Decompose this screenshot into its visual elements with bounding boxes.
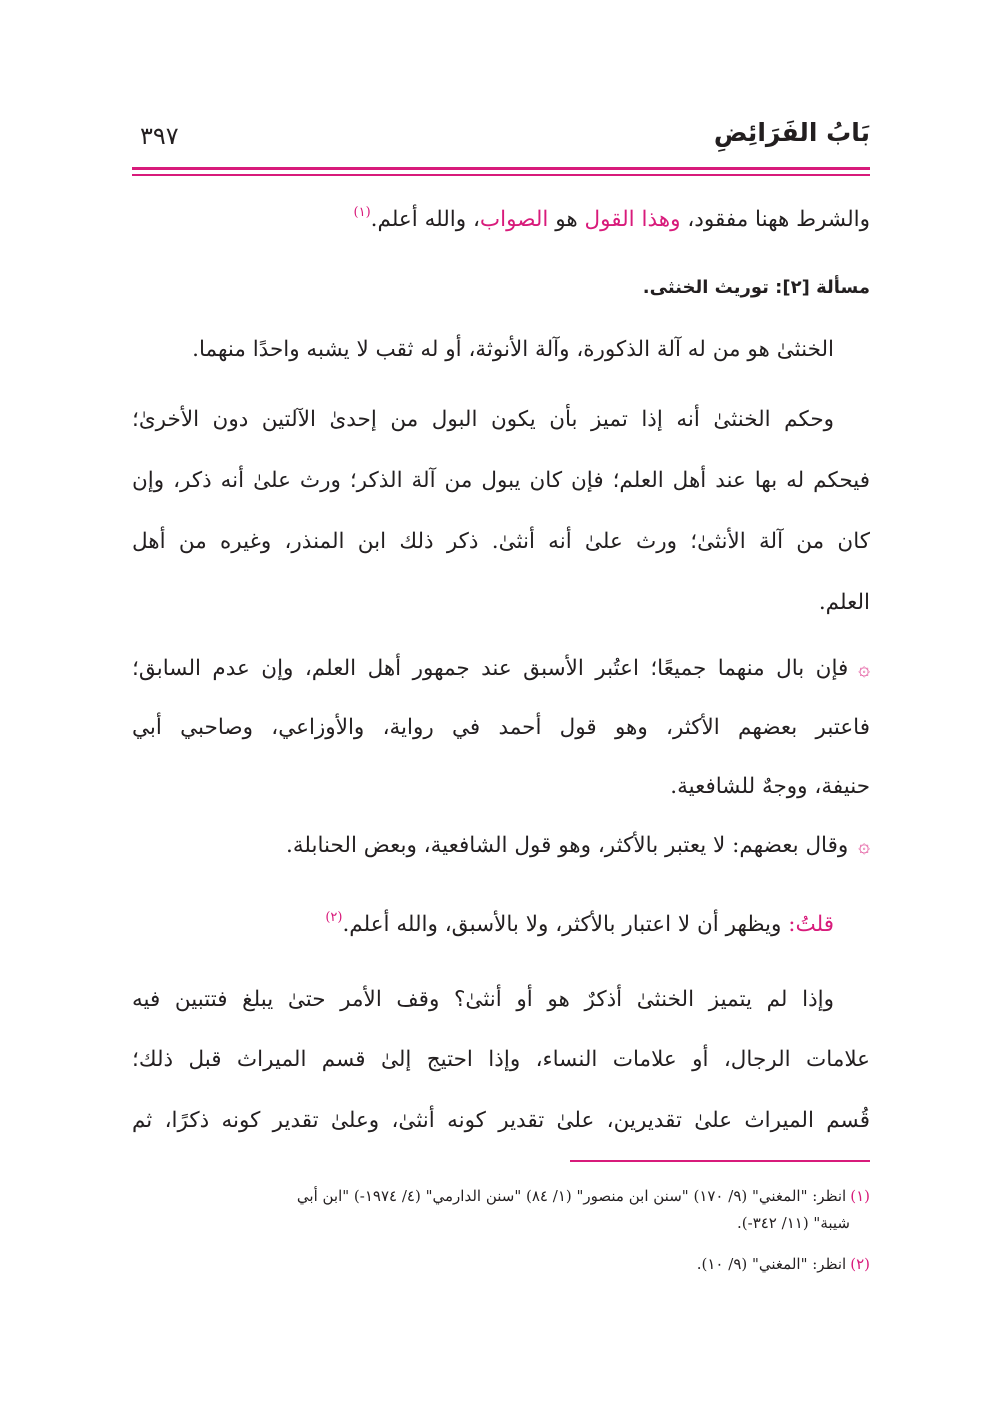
page-header bbox=[132, 118, 870, 158]
final-line: وإذا لم يتميز الخنثىٰ أذكرٌ هو أو أنثىٰ؟ وقف الأمر حتىٰ يبلغ فتتبين فيه bbox=[132, 987, 834, 1012]
ruling-line: كان من آلة الأنثىٰ؛ ورث علىٰ أنه أنثىٰ. ذكر ذلك ابن المنذر، وغيره من أهل bbox=[132, 529, 870, 554]
highlighted-word: الصواب bbox=[479, 207, 549, 232]
ruling-line: وحكم الخنثىٰ أنه إذا تميز بأن يكون البول من إحدىٰ الآلتين دون الأخرىٰ؛ bbox=[132, 407, 834, 432]
issue-heading bbox=[132, 272, 870, 303]
footnote-2: (٢)انظر: "المغني" (٩/ ١٠). bbox=[696, 1255, 870, 1273]
issue-label: مسألة [٢]: bbox=[775, 277, 870, 298]
qult-paragraph: قلتُ: ويظهر أن لا اعتبار بالأكثر، ولا بالأسبق، والله أعلم.$^{(٢)}$ bbox=[325, 910, 834, 937]
footnote-separator bbox=[570, 1160, 870, 1162]
footnote-marker[interactable]: (١) bbox=[353, 205, 371, 220]
issue-title: توريث الخنثى. bbox=[642, 277, 776, 298]
bullet-line: ۞فإن بال منهما جميعًا؛ اعتُبر الأسبق عند جمهور أهل العلم، وإن عدم السابق؛ bbox=[132, 656, 870, 681]
paragraph-line: والشرط ههنا مفقود، وهذا القول هو الصواب، والله أعلم.$^{(١)}$ bbox=[353, 205, 870, 232]
ruling-line: العلم. bbox=[818, 590, 870, 615]
final-line: علامات الرجال، أو علامات النساء، وإذا احتيج إلىٰ قسم الميراث قبل ذلك؛ bbox=[132, 1047, 870, 1072]
highlighted-phrase: وهذا القول bbox=[584, 207, 681, 232]
qult-label: قلتُ: bbox=[788, 912, 834, 937]
footnote-marker[interactable]: (٢) bbox=[325, 910, 343, 925]
footnote-number: (١) bbox=[850, 1187, 870, 1205]
footnote-1-cont: شيبة" (١١/ ٣٤٢-). bbox=[736, 1214, 850, 1232]
footnote-1: (١)انظر: "المغني" (٩/ ١٧٠) "سنن ابن منصور" (١/ ٨٤) "سنن الدارمي" (٤/ ١٩٧٤-) "ابن أبي bbox=[296, 1187, 870, 1205]
chapter-title: بَابُ الفَرَائِضِ bbox=[713, 118, 870, 147]
bullet-line: حنيفة، ووجهٌ للشافعية. bbox=[670, 774, 870, 799]
header-rule-thick bbox=[132, 167, 870, 170]
page-number: ٣٩٧ bbox=[140, 122, 179, 150]
ruling-line: فيحكم له بها عند أهل العلم؛ فإن كان يبول من آلة الذكر؛ ورث علىٰ أنه ذكر، وإن bbox=[132, 468, 870, 493]
bullet-line: فاعتبر بعضهم الأكثر، وهو قول أحمد في رواية، والأوزاعي، وصاحبي أبي bbox=[132, 715, 870, 740]
final-line: قُسم الميراث علىٰ تقديرين، علىٰ تقدير كونه أنثىٰ، وعلىٰ تقدير كونه ذكرًا، ثم bbox=[132, 1108, 870, 1133]
bullet-line: ۞وقال بعضهم: لا يعتبر بالأكثر، وهو قول الشافعية، وبعض الحنابلة. bbox=[286, 833, 870, 858]
header-rule-thin bbox=[132, 174, 870, 176]
flower-ornament-icon: ۞ bbox=[858, 656, 870, 680]
footnote-number: (٢) bbox=[850, 1255, 870, 1273]
definition-paragraph: الخنثىٰ هو من له آلة الذكورة، وآلة الأنوثة، أو له ثقب لا يشبه واحدًا منهما. bbox=[192, 337, 834, 362]
flower-ornament-icon: ۞ bbox=[858, 833, 870, 857]
